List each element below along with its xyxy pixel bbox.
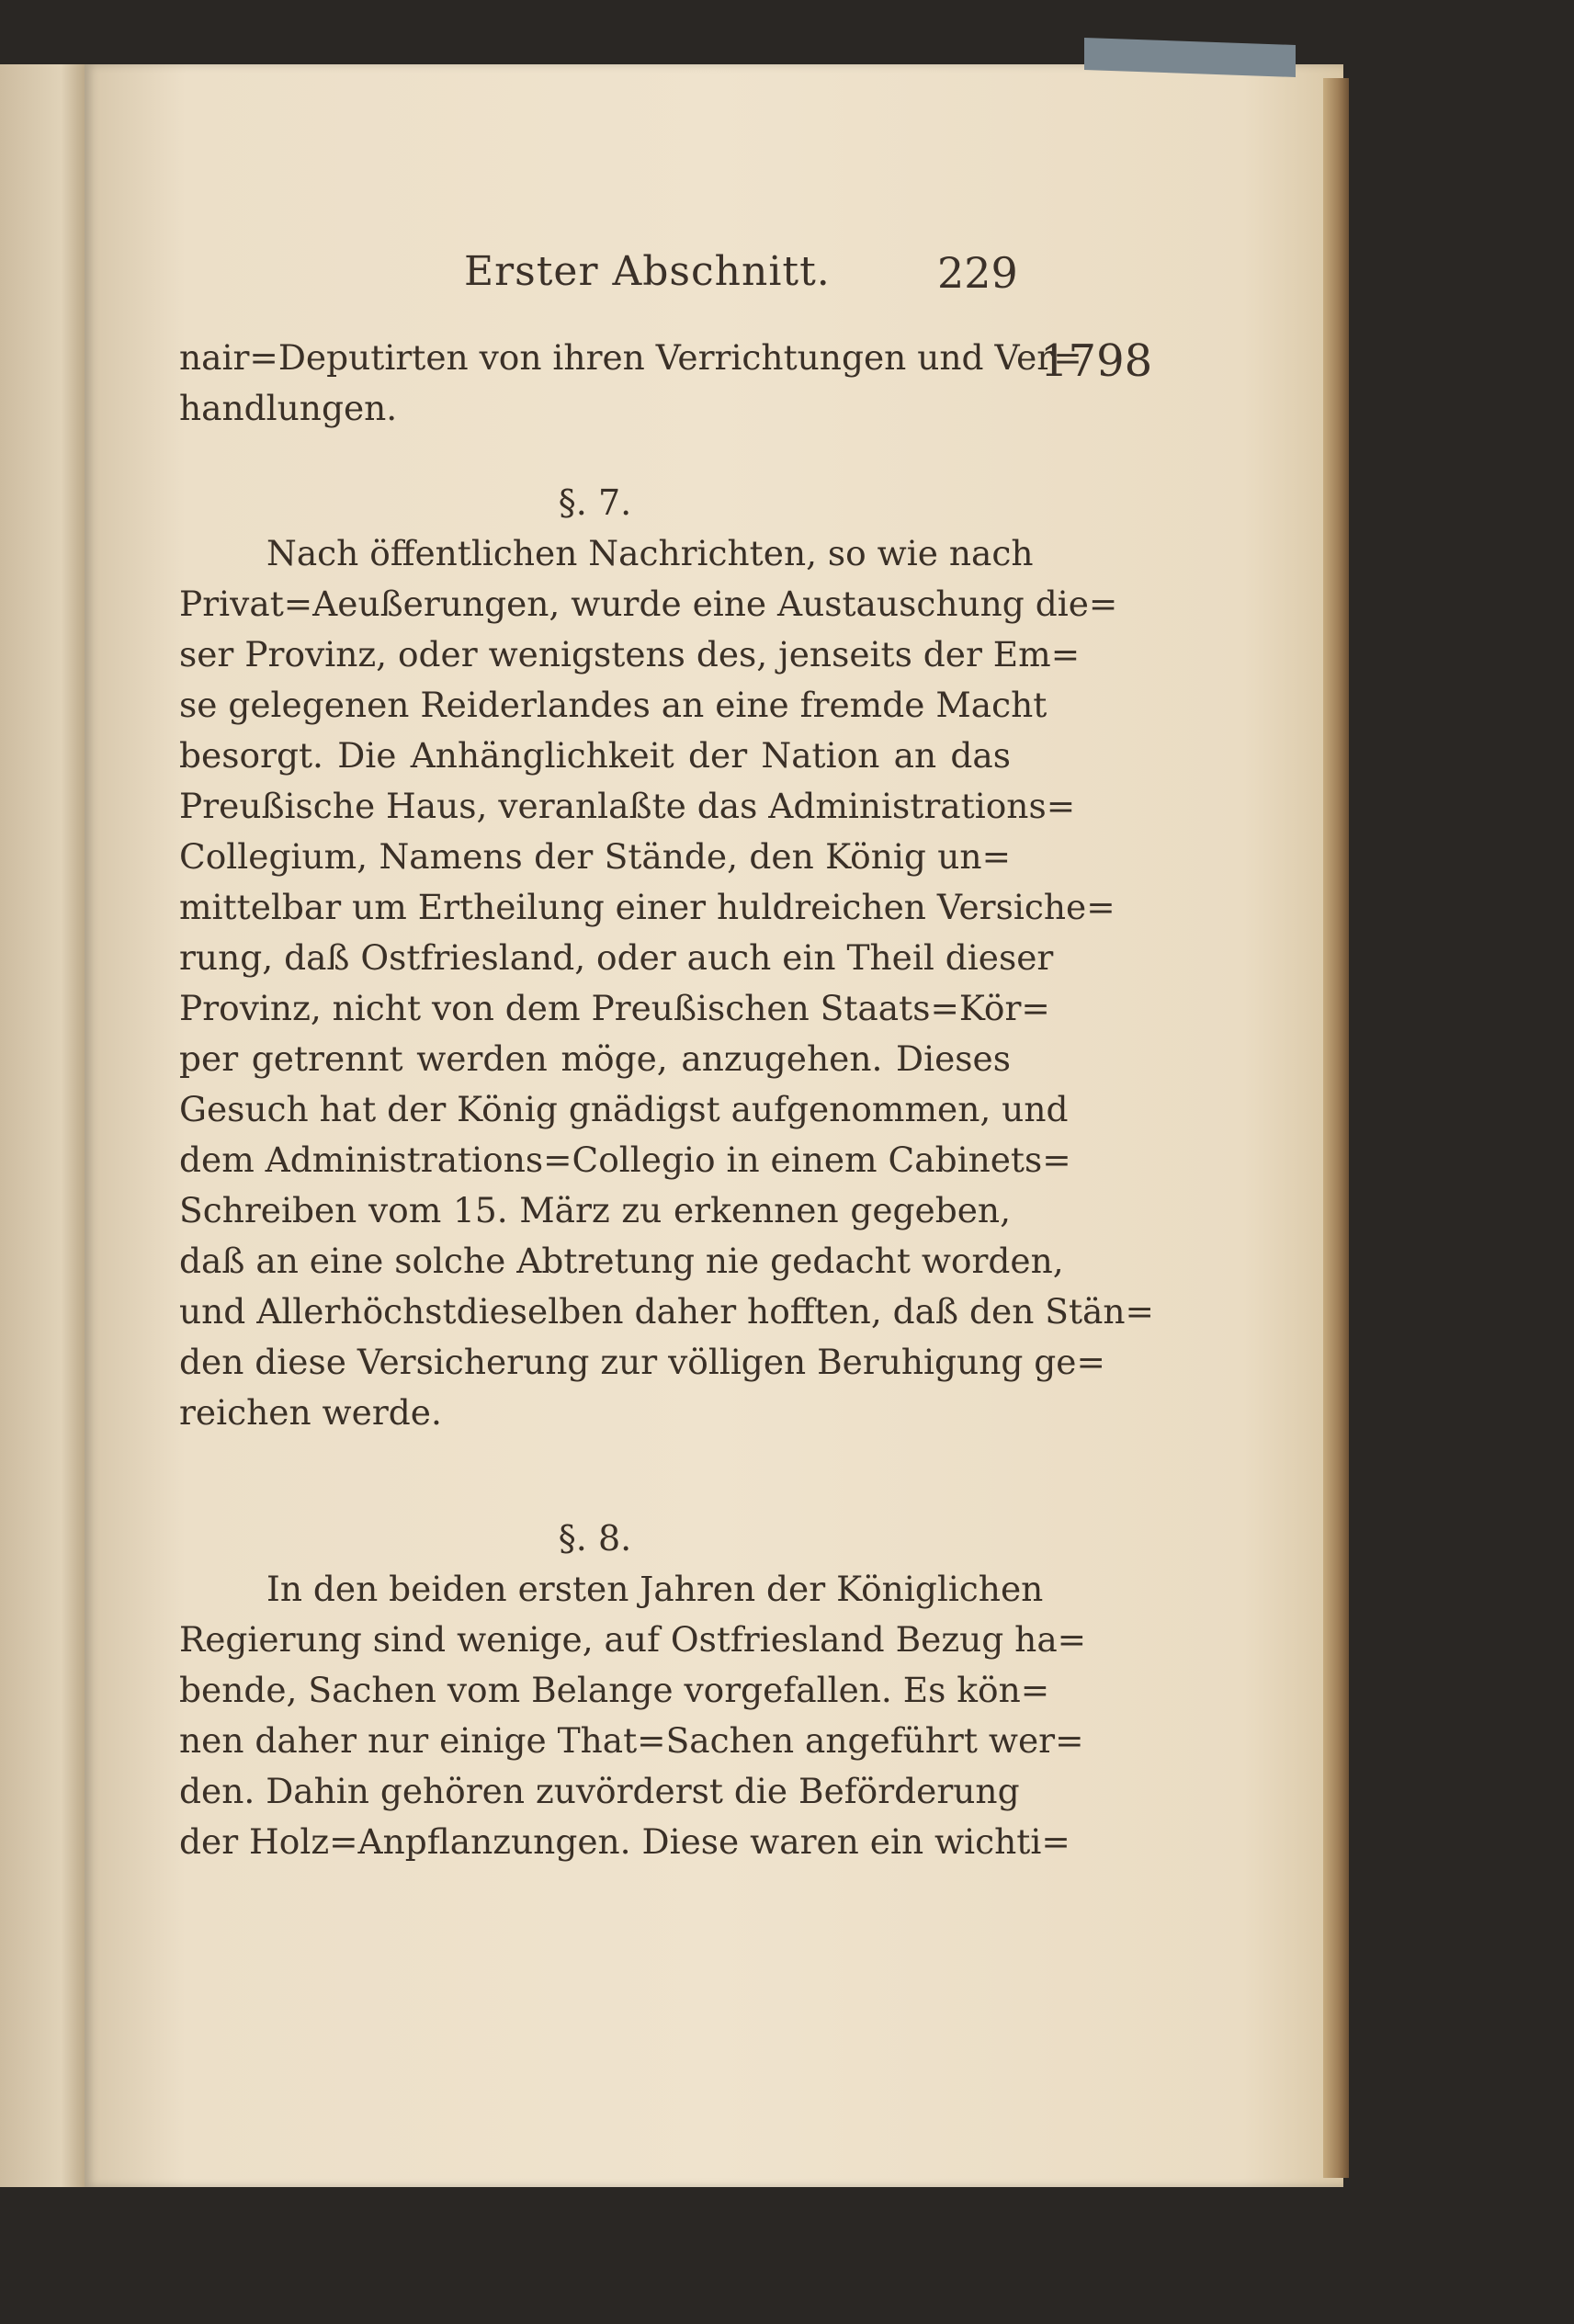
text-line: der Holz=Anpflanzungen. Diese waren ein wichti= [179, 1821, 1070, 1862]
section-heading: §. 8. [558, 1518, 632, 1559]
running-head: Erster Abschnitt. [464, 248, 831, 295]
text-line: ser Provinz, oder wenigstens des, jenseits der Em= [179, 634, 1081, 675]
text-line: Schreiben vom 15. März zu erkennen gegeben, [179, 1190, 1011, 1230]
text-line: Regierung sind wenige, auf Ostfriesland Bezug ha= [179, 1619, 1087, 1660]
text-line: per getrennt werden möge, anzugehen. Dieses [179, 1038, 1011, 1079]
text-line: Preußische Haus, veranlaßte das Administrations= [179, 786, 1076, 826]
text-line: reichen werde. [179, 1392, 442, 1433]
margin-year: 1798 [1040, 335, 1153, 387]
text-line: daß an eine solche Abtretung nie gedacht worden, [179, 1241, 1064, 1281]
text-line: den. Dahin gehören zuvörderst die Beförderung [179, 1771, 1020, 1811]
text-line: mittelbar um Ertheilung einer huldreichen Versiche= [179, 887, 1115, 927]
text-line: dem Administrations=Collegio in einem Cabinets= [179, 1139, 1071, 1180]
text-line: und Allerhöchstdieselben daher hofften, daß den Stän= [179, 1291, 1154, 1332]
text-line: In den beiden ersten Jahren der Königlichen [266, 1569, 1044, 1609]
page-number: 229 [937, 248, 1018, 298]
text-line: Gesuch hat der König gnädigst aufgenommen, und [179, 1089, 1069, 1129]
text-line: se gelegenen Reiderlandes an eine fremde Macht [179, 685, 1047, 725]
text-line: rung, daß Ostfriesland, oder auch ein Theil dieser [179, 937, 1054, 978]
text-line: nen daher nur einige That=Sachen angeführt wer= [179, 1720, 1084, 1761]
text-line: besorgt. Die Anhänglichkeit der Nation an das [179, 735, 1011, 776]
text-line: den diese Versicherung zur völligen Beruhigung ge= [179, 1342, 1105, 1382]
text-line: handlungen. [179, 388, 398, 428]
text-line: nair=Deputirten von ihren Verrichtungen und Ver= [179, 337, 1082, 378]
text-line: bende, Sachen vom Belange vorgefallen. Es kön= [179, 1670, 1050, 1710]
text-line: Collegium, Namens der Stände, den König un= [179, 836, 1011, 877]
section-heading: §. 7. [558, 482, 632, 523]
page-fore-edge [1323, 78, 1349, 2178]
text-line: Nach öffentlichen Nachrichten, so wie nach [266, 533, 1034, 573]
text-line: Privat=Aeußerungen, wurde eine Austauschung die= [179, 584, 1118, 624]
left-page-edge [0, 64, 87, 2187]
text-line: Provinz, nicht von dem Preußischen Staats=Kör= [179, 988, 1050, 1028]
